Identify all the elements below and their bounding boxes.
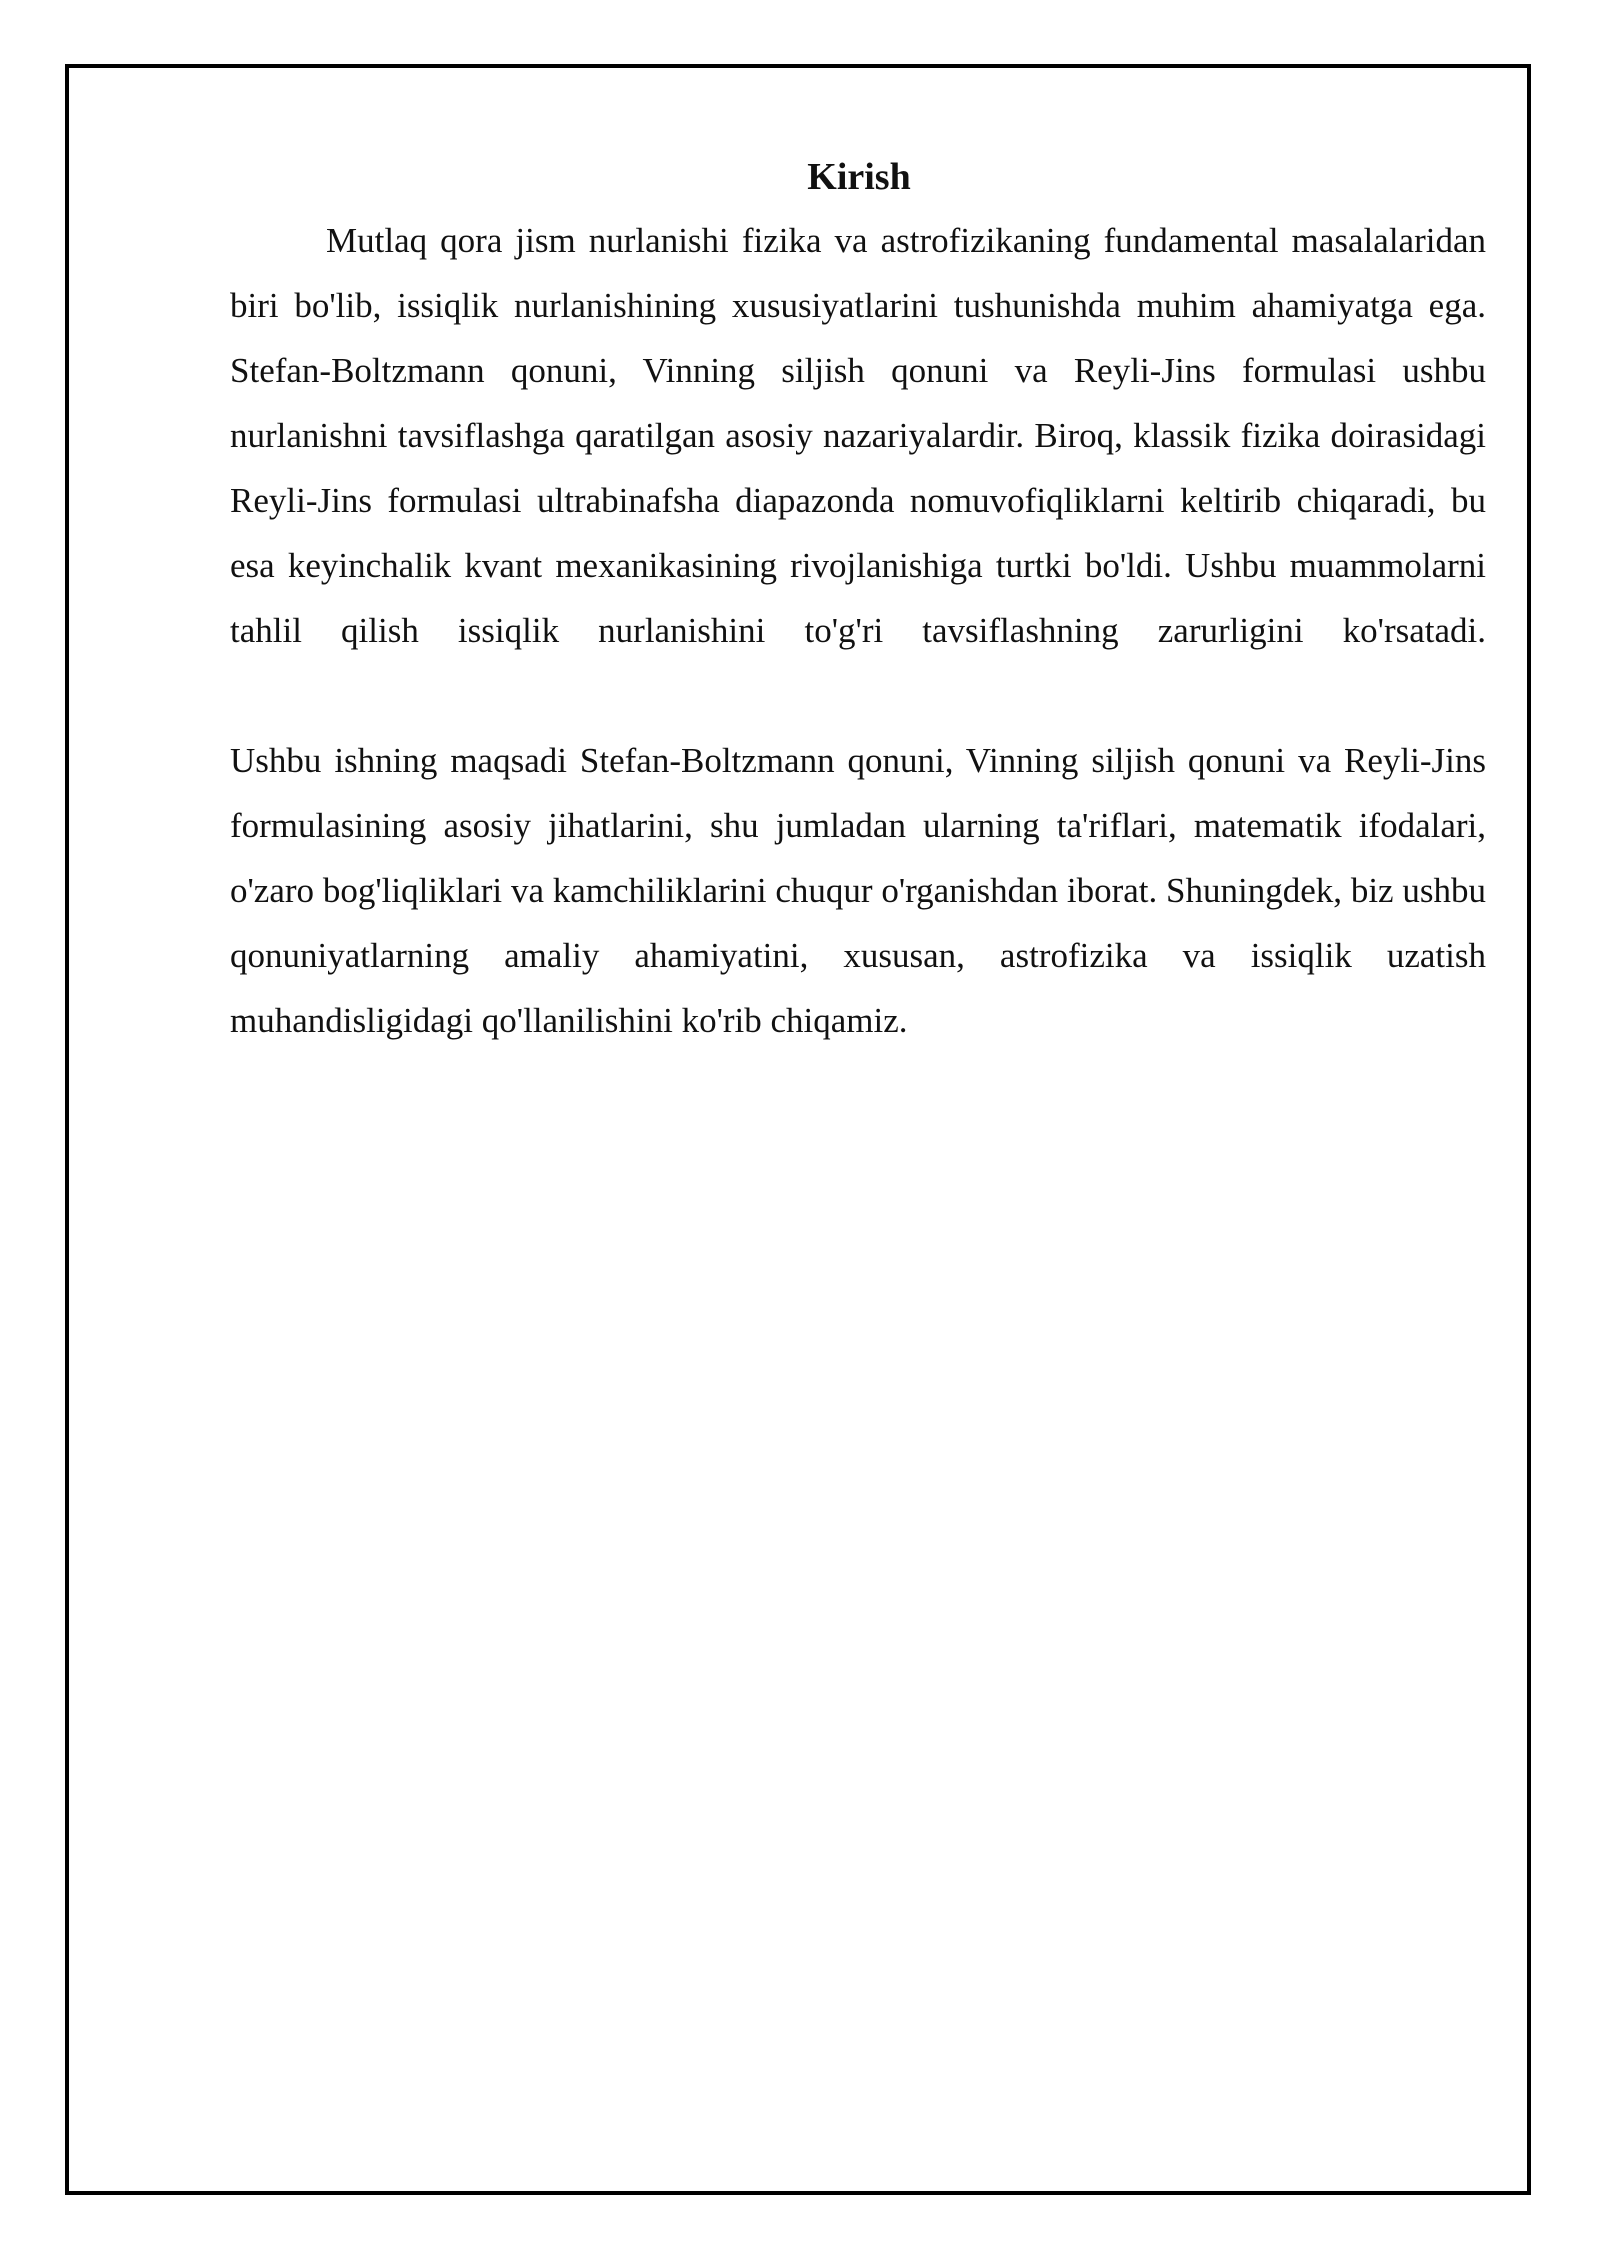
- page-content: [230, 148, 1486, 1053]
- section-title: Kirish: [807, 156, 911, 198]
- goal-paragraph: Ushbu ishning maqsadi Stefan-Boltzmann qonuni, Vinning siljish qonuni va Reyli-Jins formulasining asosiy jihatlarini, shu jumladan ularning ta'riflari, matematik ifodalari, o'zaro bog'liqliklari va kamchiliklarini chuqur o'rganishdan iborat. Shuningdek, biz ushbu qonuniyatlarning amaliy ahamiyatini, xususan, astrofizika va issiqlik uzatish muhandisligidagi qo'llanilishini ko'rib chiqamiz.: [230, 741, 1486, 1040]
- intro-paragraph: Mutlaq qora jism nurlanishi fizika va astrofizikaning fundamental masalalaridan biri bo'lib, issiqlik nurlanishining xususiyatlarini tushunishda muhim ahamiyatga ega. Stefan-Boltzmann qonuni, Vinning siljish qonuni va Reyli-Jins formulasi ushbu nurlanishni tavsiflashga qaratilgan asosiy nazariyalardir. Biroq, klassik fizika doirasidagi Reyli-Jins formulasi ultrabinafsha diapazonda nomuvofiqliklarni keltirib chiqaradi, bu esa keyinchalik kvant mexanikasining rivojlanishiga turtki bo'ldi. Ushbu muammolarni tahlil qilish issiqlik nurlanishini to'g'ri tavsiflashning zarurligini ko'rsatadi.: [230, 221, 1486, 650]
